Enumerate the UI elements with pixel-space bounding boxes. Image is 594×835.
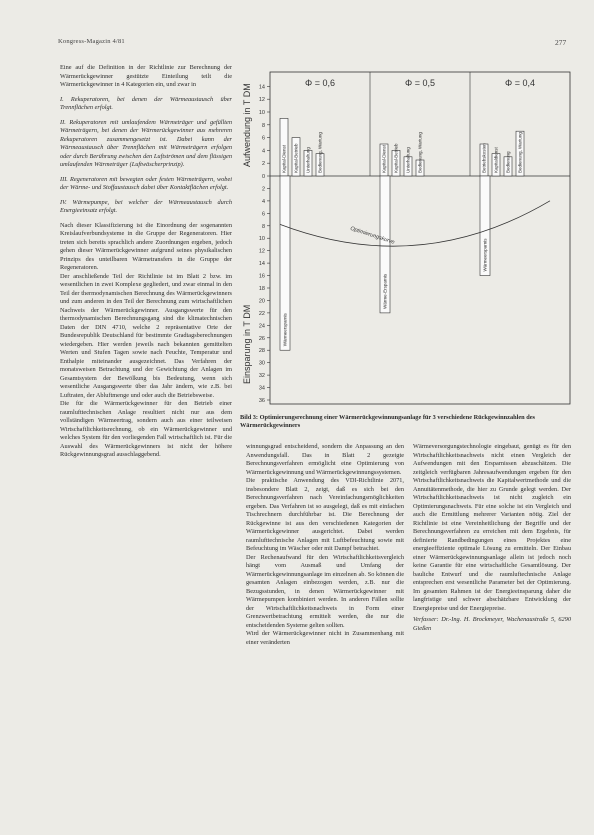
paragraph: Der Rechenaufwand für den Wirtschaftlichkeitsvergleich hängt vom Ausmaß und Umfang der Wärmerückgewinnungsanlage im einzelnen ab. So können die gesamten Anlagen einbezogen werden, z.B. nur die Bezugsstunden, in denen Wärmerückgewinner mit Wärmepumpen kombiniert werden. In anderen Fällen sollte der Wirtschaftlichkeitsnachweis in Form einer Grenzwertbetrachtung ermittelt werden, die nur die entscheidenden Systeme gelten sollten. bbox=[246, 553, 404, 629]
chart-frame bbox=[270, 72, 570, 404]
y-tick-label: 20 bbox=[258, 298, 265, 305]
y-tick-label: 6 bbox=[261, 135, 265, 142]
intro-paragraph: Eine auf die Definition in der Richtlinie zur Berechnung der Wärmerückgewinner gestützte Einteilung teilt die Wärmerückgewinner in 4 Kategorien ein, und zwar in bbox=[60, 64, 232, 88]
bar-label: Kapitaldienst bbox=[493, 147, 499, 173]
group-label: Φ = 0,6 bbox=[305, 78, 335, 88]
y-tick-label: 12 bbox=[258, 248, 265, 255]
y-tick-label: 10 bbox=[258, 110, 265, 116]
y-tick-label: 26 bbox=[258, 335, 265, 342]
y-tick-label: 34 bbox=[258, 385, 265, 392]
text-column-1 bbox=[60, 64, 232, 460]
paragraph: Wärmeversorgungstechnologie eingebaut, genügt es für den Wirtschaftlichkeitsnachweis nicht einen Vergleich der Aufwendungen mit den Ersparnissen abzuschätzen. Die zeitgleich verfügbaren Jahresaufwendungen ergeben für den Wirtschaftlichkeitsnachweis die Kapitalwertmethode und die Annuitätenmethode, die hier zu Grunde gelegt werden. Der Wirtschaftlichkeitsnachweis ist nicht zugleich ein Optimierungsnachweis. Für eine solche ist ein Vergleich und auch die Ermittlung mehrerer Varianten nötig. Ziel der Richtlinie ist eine Vereinheitlichung der Begriffe und der Berechnungsverfahren zu erreichen mit dem Ergebnis, für definierte Randbedingungen eines Projektes eine energieeffiziente optimale Lösung zu ermitteln. Der Einbau einer Wärmerückgewinnungsanlage allein ist jedoch noch keine Garantie für eine wirtschaftliche Gesamtlösung. Der bauliche Entwurf und die raumluftechnische Anlage entsprechen erst wesentliche Parameter bei der Optimierung. Im gesamten Rahmen ist der Energieeinsparung daher die langfristige und schwer abschätzbare Entwicklung der Energiepreise und der Energiepreise. bbox=[413, 443, 571, 612]
y-tick-label: 36 bbox=[258, 398, 265, 404]
y-tick-label: 2 bbox=[261, 186, 265, 193]
text-column-3 bbox=[413, 443, 571, 633]
curve-label: Optimierungskurve bbox=[349, 225, 396, 246]
paragraph: Nach dieser Klassifizierung ist die Einordnung der sogenannten Kreislaufverbundsysteme in die Gruppe der Regeneratoren. Hier treten sich bereits sprachlich andere Zuordnungen ergeben, jedoch gehen dieser Wärmerückgewinner aufgrund seines physikalischen Prinzips des unteilbaren Wärmetransfers in die Gruppe der Regeneratoren. bbox=[60, 221, 232, 271]
y-tick-label: 28 bbox=[258, 348, 265, 355]
category-2: II. Rekuperatoren mit umlaufendem Wärmeträger und gefüllten Wärmeträgern, bei denen der Wärmerückgewinner aus mehreren Rekuperatoren zusammengesetzt ist. Dabei kann der Wärmeaustausch über Trennflächen mit Wärmeträgern erfolgen oder durch Berührung zwischen den Luftströmen und dem flüssigen umlaufenden Wärmeträger (Luftwäscherprinzip). bbox=[60, 118, 232, 168]
y-tick-label: 6 bbox=[261, 211, 265, 218]
y-tick-label: 2 bbox=[261, 161, 265, 168]
savings-label: Wärmeersparnis bbox=[282, 313, 288, 347]
page-number: 277 bbox=[555, 38, 567, 47]
savings-label: Wärme-Ersparnis bbox=[382, 273, 388, 309]
bar-label: Betriebskosten bbox=[481, 143, 487, 173]
figure-caption bbox=[240, 414, 574, 430]
category-1: I. Rekuperatoren, bei denen der Wärmeaustausch über Trennflächen erfolgt. bbox=[60, 95, 232, 111]
author-label: Verfasser: bbox=[413, 616, 439, 623]
y-axis-label-bottom: Einsparung in T DM bbox=[242, 304, 252, 384]
bar-label: Bedienung, Wartung bbox=[417, 132, 423, 173]
bar-label: Kapital-Betrieb bbox=[393, 143, 399, 173]
y-tick-label: 8 bbox=[261, 122, 265, 129]
y-tick-label: 22 bbox=[258, 310, 265, 317]
paragraph: Der anschließende Teil der Richtlinie ist im Blatt 2 bzw. im wesentlichen in zwei Komplexe gegliedert, und zwar einmal in den Teil der thermodynamischen Berechnung des Wärmerückgewinners und zum anderen in den Teil der Berechnung zum wirtschaftlichen Nachweis der Wärmerückgewinner. Ausgangswerte für den thermodynamischen Berechnungsgang sind die klimatechnischen Daten der DIN 4710, welche 2 repräsentative Orte der Bundesrepublik Deutschland für bestimmte Gradtagsberechnungen wiedergeben. Hier werden jeweils nach bekannten gemittelten Werten und Stufen Tagen sowie nach Feuchte, Temperatur und Enthalpie miteinander ausgezeichnet. Das Verfahren der monatsweisen Betrachtung und der Gewichtung der Anlagen im Gesamtsystem der Bewölkung bis Bedeutung, wenn sich wesentliche Ausgangswerte über das Jahr ändern, wie z.B. bei Luftraten, der Abluftmenge und oder auch die Betriebsweise. bbox=[60, 272, 232, 399]
bar-label: Bedienung bbox=[505, 151, 511, 173]
bar-label: Kapital-Dienst bbox=[281, 144, 287, 173]
category-4: IV. Wärmepumpe, bei welcher der Wärmeaustausch durch Energieeinsatz erfolgt. bbox=[60, 198, 232, 214]
y-tick-label: 10 bbox=[258, 236, 265, 243]
bar-label: Unterhaltung bbox=[405, 147, 411, 173]
y-tick-label: 32 bbox=[258, 373, 265, 380]
y-tick-label: 0 bbox=[261, 174, 265, 180]
author-line bbox=[413, 616, 571, 633]
optimization-curve bbox=[280, 201, 550, 246]
paragraph: Die für die Wärmerückgewinner für den Betrieb einer raumlufttechnischen Anlage resultiert nicht nur aus dem vollständigen Wärmeertrag, sondern auch aus einer teilweisen Wirtschaftlichkeitsrechnung, ob ein Wärmerückgewinner und welches System für den vorliegenden Fall wirtschaftlich ist. Für die Auswahl des Wärmerückgewinners ist nicht der höhere Rückgewinnungsgrad ausschlaggebend. bbox=[60, 400, 232, 458]
bar-label: Bedienung, Wartung bbox=[517, 132, 523, 173]
cost-chart bbox=[240, 64, 574, 409]
category-3: III. Regeneratoren mit bewegten oder festen Wärmeträgern, wobei der Wärme- und Stoffaustausch dabei über Kontaktflächen erfolgt. bbox=[60, 175, 232, 191]
savings-label: Wärmeersparnis bbox=[482, 238, 488, 272]
bar-label: Unterhaltung bbox=[305, 147, 311, 173]
caption-text: Optimierungsrechnung einer Wärmerückgewinnungsanlage für 3 verschiedene Rückgewinnzahlen des Wärmerückgewinners bbox=[240, 414, 535, 429]
y-tick-label: 4 bbox=[261, 148, 265, 155]
y-tick-label: 14 bbox=[258, 261, 265, 268]
paragraph: Die praktische Anwendung des VDI-Richtlinie 2071, insbesondere Blatt 2, zeigt, daß es sich bei den Berechnungsverfahren nach Vereinfachungsmöglichkeiten ergeben. Das Verfahren ist so ausgelegt, daß es mit einfachen Tischrechnern durchführbar ist. Die Berechnung der Rückgewinne ist aus den verschiedenen Kategorien der Wärmerückgewinner ausgerichtet. Dabei werden raumlufttechnische Anlagen mit Luftbefeuchtung sowie mit Befeuchtung im Wäscher oder mit Dampf betrachtet. bbox=[246, 477, 404, 552]
paragraph: winnungsgrad entscheidend, sondern die Anpassung an den Anwendungsfall. Das in Blatt 2 gezeigte Berechnungsverfahren ermöglicht eine Optimierung von Wärmerückgewinnung und Wärmerückgewinnungssystemen. bbox=[246, 443, 404, 476]
y-tick-label: 14 bbox=[258, 84, 265, 91]
bar-label: Kapital-Dienst bbox=[381, 144, 387, 173]
author-text: Dr.-Ing. H. Brockmeyer, Wachenaustraße 5, 6290 Gießen bbox=[413, 616, 571, 632]
y-axis-label-top: Aufwendung in T DM bbox=[242, 83, 252, 167]
group-label: Φ = 0,4 bbox=[505, 78, 535, 88]
caption-label: Bild 3: bbox=[240, 414, 259, 421]
running-header: Kongress-Magazin 4/81 bbox=[58, 38, 125, 45]
y-tick-label: 16 bbox=[258, 273, 265, 280]
bar-label: Kapital-Betrieb bbox=[293, 143, 299, 173]
y-tick-label: 18 bbox=[258, 286, 265, 292]
y-tick-label: 12 bbox=[258, 97, 265, 104]
y-tick-label: 4 bbox=[261, 198, 265, 205]
chart-svg bbox=[240, 64, 574, 409]
bar-label: Bedienung, Wartung bbox=[317, 132, 323, 173]
y-tick-label: 8 bbox=[261, 223, 265, 230]
paragraph: Wird der Wärmerückgewinner nicht in Zusammenhang mit einer veränderten bbox=[246, 630, 404, 646]
y-tick-label: 30 bbox=[258, 360, 265, 367]
group-label: Φ = 0,5 bbox=[405, 78, 435, 88]
y-tick-label: 24 bbox=[258, 323, 265, 330]
text-column-2 bbox=[246, 443, 404, 647]
